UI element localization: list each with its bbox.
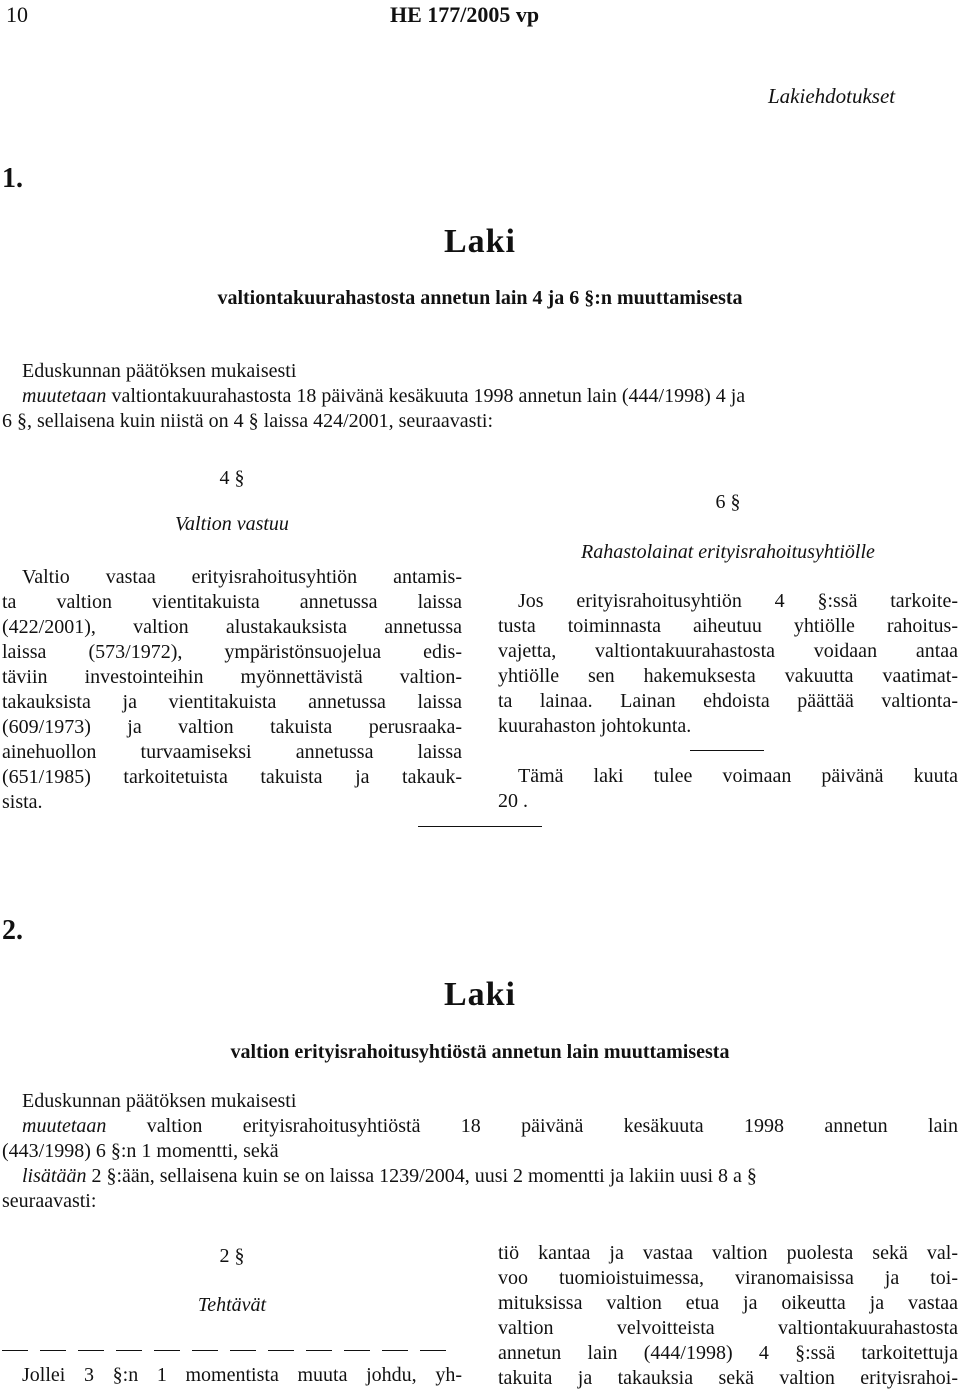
law-1-section-6-body xyxy=(498,589,958,739)
text-line: yhtiölle sen hakemuksesta vakuutta vaatimat- xyxy=(498,665,958,687)
text-line: (651/1985) tarkoitetuista takuista ja takauk- xyxy=(2,766,462,788)
law-1-subtitle: valtiontakuurahastosta annetun lain 4 ja 6 §:n muuttamisesta xyxy=(217,287,743,309)
omission-dash xyxy=(78,1350,104,1351)
text-line: Tämä laki tulee voimaan päivänä kuuta xyxy=(518,765,958,787)
law-2-section-2-continuation xyxy=(498,1241,958,1391)
text-line: sista. xyxy=(2,791,43,813)
law-1-section-4-body xyxy=(2,565,462,815)
omission-dash xyxy=(382,1350,408,1351)
law-1-intro-line-2-text: valtiontakuurahastosta 18 päivänä kesäkuuta 1998 annetun lain (444/1998) 4 ja xyxy=(111,385,746,407)
text-line: (609/1973) ja valtion takuista perusraaka- xyxy=(2,716,462,738)
text-line: laissa (573/1972), ympäristönsuojelua edis- xyxy=(2,641,462,663)
omission-dash xyxy=(116,1350,142,1351)
omission-dashes xyxy=(2,1350,462,1352)
omission-dash xyxy=(230,1350,256,1351)
law-2-intro-line-5: seuraavasti: xyxy=(2,1190,97,1212)
law-2-number: 2. xyxy=(2,915,23,946)
law-1-number: 1. xyxy=(2,163,23,194)
text-line: takuita ja takauksia sekä valtion erityisrahoi- xyxy=(498,1367,958,1389)
law-2-title: Laki xyxy=(443,976,517,1013)
text-line: valtion velvoitteista valtiontakuurahastosta xyxy=(498,1317,958,1339)
law-1-verb-muutetaan: muutetaan xyxy=(22,385,107,407)
text-line: 20 . xyxy=(498,790,528,812)
text-line: tusta toiminnasta aiheutuu yhtiölle rahoitus- xyxy=(498,615,958,637)
text-line: täviin investointeihin myönnettävistä valtion- xyxy=(2,666,462,688)
law-1-effective-date xyxy=(498,764,958,814)
text-line: tiö kantaa ja vastaa valtion puolesta sekä val- xyxy=(498,1242,958,1264)
text-line: takauksista ja vientitakuista annetussa laissa xyxy=(2,691,462,713)
text-line: voo tuomioistuimessa, viranomaisissa ja toi- xyxy=(498,1267,958,1289)
text-line: mituksissa valtion etua ja oikeutta ja vastaa xyxy=(498,1292,958,1314)
document-id: HE 177/2005 vp xyxy=(390,2,540,27)
text-line: (422/2001), valtion alustakauksista annetussa xyxy=(2,616,462,638)
text-line: Valtio vastaa erityisrahoitusyhtiön antamis- xyxy=(22,566,462,588)
omission-dash xyxy=(40,1350,66,1351)
law-1-end-rule xyxy=(418,826,542,827)
omission-dash xyxy=(306,1350,332,1351)
text-line: ainehuollon turvaamiseksi annetussa laissa xyxy=(2,741,462,763)
omission-dash xyxy=(154,1350,180,1351)
law-2-intro-line-2 xyxy=(22,1114,958,1139)
law-2-intro-line-2-text: valtion erityisrahoitusyhtiöstä 18 päivänä kesäkuuta 1998 annetun lain xyxy=(146,1115,959,1137)
omission-dash xyxy=(420,1350,446,1351)
section-title: Lakiehdotukset xyxy=(768,84,896,108)
law-2-section-2-number: 2 § xyxy=(219,1245,245,1267)
text-line: ta lainaa. Lainan ehdoista päättää valtionta- xyxy=(498,690,958,712)
law-1-intro-line-2 xyxy=(22,384,958,409)
separator-rule xyxy=(690,750,764,751)
law-2-section-2-body: Jollei 3 §:n 1 momentista muuta johdu, yh- xyxy=(22,1364,462,1386)
text-line: ta valtion vientitakuista annetussa laissa xyxy=(2,591,462,613)
law-2-intro-line-3: (443/1998) 6 §:n 1 momentti, sekä xyxy=(2,1140,279,1162)
law-2-verb-muutetaan: muutetaan xyxy=(22,1115,107,1137)
text-line: Jos erityisrahoitusyhtiön 4 §:ssä tarkoite- xyxy=(518,590,958,612)
law-1-section-4-heading: Valtion vastuu xyxy=(175,513,289,535)
law-2-intro-line-4 xyxy=(22,1164,958,1189)
text-line: vajetta, valtiontakuurahastosta voidaan antaa xyxy=(498,640,958,662)
law-1-intro-line-3: 6 §, sellaisena kuin niistä on 4 § laissa 424/2001, seuraavasti: xyxy=(2,410,494,432)
law-2-verb-lisataan: lisätään xyxy=(22,1165,87,1187)
text-line: annetun lain (444/1998) 4 §:ssä tarkoitettuja xyxy=(498,1342,958,1364)
law-1-title: Laki xyxy=(443,223,517,260)
text-line: kuurahaston johtokunta. xyxy=(498,715,692,737)
law-2-intro-line-4-text: 2 §:ään, sellaisena kuin se on laissa 1239/2004, uusi 2 momentti ja lakiin uusi 8 a § xyxy=(91,1165,757,1187)
law-2-intro-line-1: Eduskunnan päätöksen mukaisesti xyxy=(22,1090,297,1112)
omission-dash xyxy=(2,1350,28,1351)
omission-dash xyxy=(192,1350,218,1351)
omission-dash xyxy=(344,1350,370,1351)
law-2-section-2-heading: Tehtävät xyxy=(197,1294,267,1316)
law-1-intro-line-1: Eduskunnan päätöksen mukaisesti xyxy=(22,360,297,382)
law-1-section-4-number: 4 § xyxy=(219,467,245,489)
page-number: 10 xyxy=(6,2,28,27)
law-1-section-6-heading: Rahastolainat erityisrahoitusyhtiölle xyxy=(581,541,875,563)
law-2-subtitle: valtion erityisrahoitusyhtiöstä annetun lain muuttamisesta xyxy=(230,1041,730,1063)
omission-dash xyxy=(268,1350,294,1351)
law-1-section-6-number: 6 § xyxy=(715,491,741,513)
